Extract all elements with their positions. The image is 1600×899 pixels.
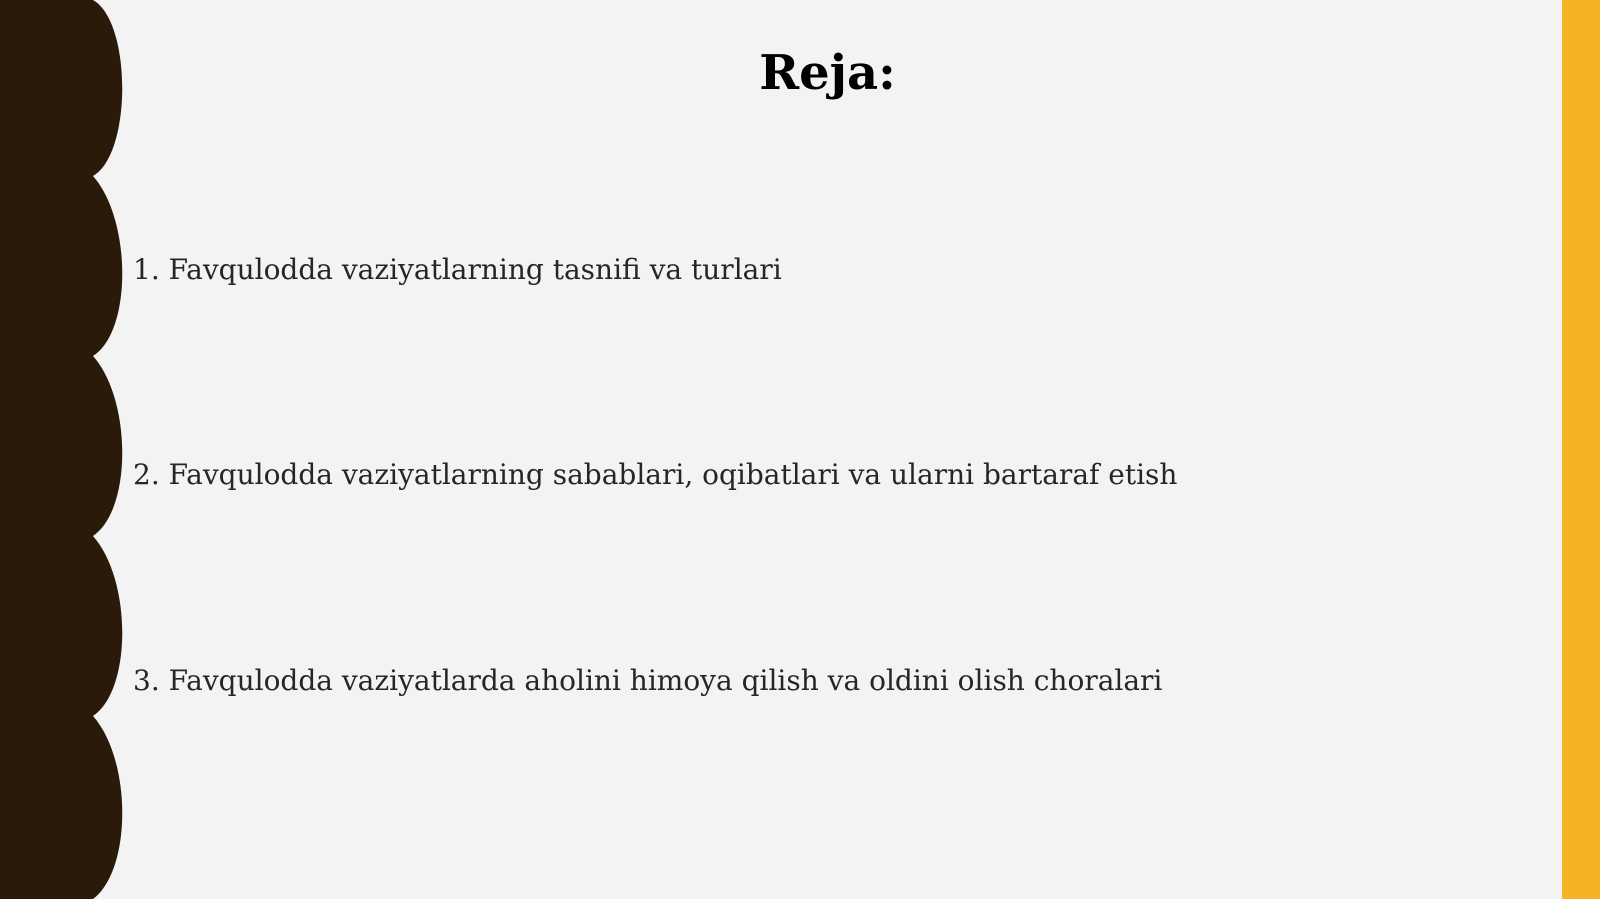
plan-item-1: 1. Favqulodda vaziyatlarning tasnifi va turlari	[133, 253, 782, 286]
slide-title: Reja:	[759, 45, 896, 101]
right-accent-bar	[1562, 0, 1600, 899]
wavy-side-bar	[0, 0, 130, 899]
plan-item-3: 3. Favqulodda vaziyatlarda aholini himoya qilish va oldini olish choralari	[133, 664, 1163, 697]
plan-item-2: 2. Favqulodda vaziyatlarning sabablari, oqibatlari va ularni bartaraf etish	[133, 458, 1178, 491]
